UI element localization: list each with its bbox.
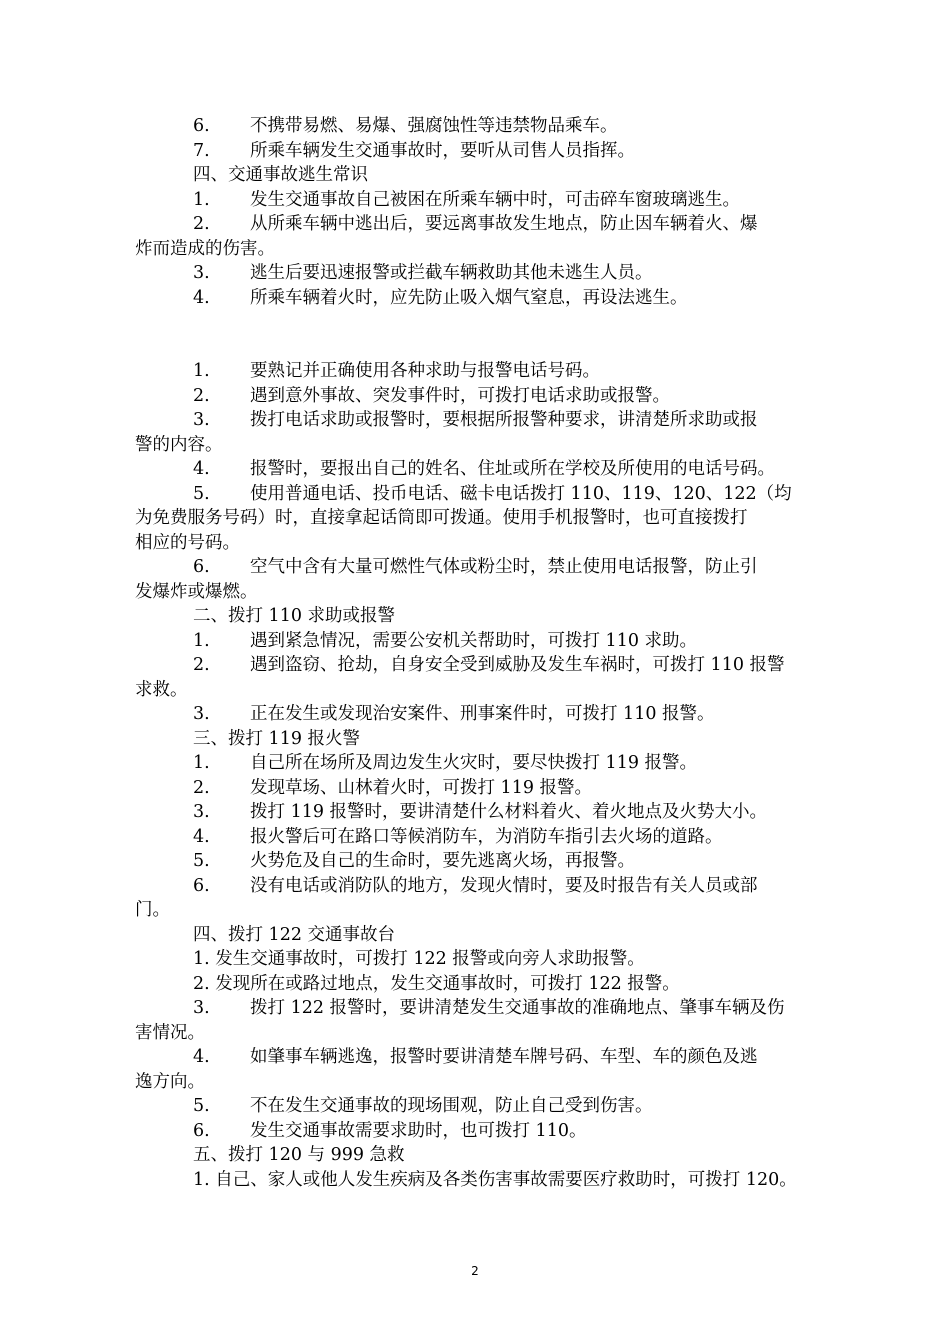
item-number: 3. (193, 802, 210, 822)
page-number: 2 (471, 1264, 479, 1278)
item-text: 遇到意外事故、突发事件时，可拨打电话求助或报警。 (250, 385, 670, 406)
section-heading: 四、拨打 122 交通事故台 (193, 924, 396, 945)
item-number: 6. (193, 1120, 210, 1141)
continuation-line: 为免费服务号码）时，直接拿起话筒即可拨通。使用手机报警时，也可直接拨打 (135, 508, 748, 528)
item-text: 自己所在场所及周边发生火灾时，要尽快拨打 119 报警。 (250, 753, 698, 773)
item-number: 4. (193, 459, 210, 479)
numbered-item (135, 1045, 830, 1070)
continuation-line: 逸方向。 (135, 1071, 205, 1092)
numbered-item (135, 800, 830, 825)
numbered-item (135, 776, 830, 801)
numbered-item (135, 849, 830, 874)
item-line: 2. 发现所在或路过地点，发生交通事故时，可拨打 122 报警。 (193, 973, 680, 994)
numbered-item (135, 114, 830, 139)
item-text: 遇到紧急情况，需要公安机关帮助时，可拨打 110 求助。 (250, 630, 698, 651)
item-number: 1. (193, 189, 210, 210)
numbered-item (135, 874, 830, 899)
section-heading: 五、拨打 120 与 999 急救 (193, 1145, 405, 1165)
numbered-item (135, 996, 830, 1021)
continuation-line: 警的内容。 (135, 434, 223, 455)
item-text: 发生交通事故自己被困在所乘车辆中时，可击碎车窗玻璃逃生。 (250, 189, 740, 210)
item-number: 6. (193, 116, 210, 136)
continuation-line: 害情况。 (135, 1022, 205, 1043)
item-text: 从所乘车辆中逃出后，要远离事故发生地点，防止因车辆着火、爆 (250, 214, 758, 234)
item-number: 7. (193, 140, 210, 161)
numbered-item (135, 653, 830, 678)
numbered-item (135, 825, 830, 850)
item-number: 4. (193, 826, 210, 847)
item-number: 4. (193, 1047, 210, 1067)
document-body (135, 114, 830, 1192)
numbered-item (135, 384, 830, 409)
item-text: 火势危及自己的生命时，要先逃离火场，再报警。 (250, 851, 635, 871)
item-text: 拨打 122 报警时，要讲清楚发生交通事故的准确地点、肇事车辆及伤 (250, 998, 785, 1018)
item-text: 拨打电话求助或报警时，要根据所报警种要求，讲清楚所求助或报 (250, 410, 758, 430)
item-number: 1. (193, 753, 210, 773)
item-line: 1. 发生交通事故时，可拨打 122 报警或向旁人求助报警。 (193, 949, 645, 969)
numbered-item (135, 629, 830, 654)
item-text: 使用普通电话、投币电话、磁卡电话拨打 110、119、120、122（均 (250, 483, 792, 504)
item-number: 3. (193, 998, 210, 1018)
numbered-item (135, 555, 830, 580)
item-number: 2. (193, 385, 210, 406)
item-number: 2. (193, 655, 210, 675)
continuation-line: 门。 (135, 900, 170, 920)
numbered-item (135, 188, 830, 213)
section-heading: 四、交通事故逃生常识 (193, 165, 368, 185)
item-text: 空气中含有大量可燃性气体或粉尘时，禁止使用电话报警，防止引 (250, 557, 758, 577)
blank-gap (135, 310, 830, 359)
continuation-line: 相应的号码。 (135, 532, 240, 553)
item-number: 4. (193, 287, 210, 308)
item-number: 1. (193, 630, 210, 651)
item-text: 如肇事车辆逃逸，报警时要讲清楚车牌号码、车型、车的颜色及逃 (250, 1047, 758, 1067)
numbered-item (135, 702, 830, 727)
item-number: 6. (193, 557, 210, 577)
numbered-item (135, 139, 830, 164)
item-number: 2. (193, 214, 210, 234)
item-text: 所乘车辆发生交通事故时，要听从司售人员指挥。 (250, 140, 635, 161)
item-text: 不携带易燃、易爆、强腐蚀性等违禁物品乘车。 (250, 116, 618, 136)
item-number: 5. (193, 1096, 210, 1116)
item-number: 1. (193, 361, 210, 381)
item-number: 3. (193, 704, 210, 724)
numbered-item (135, 751, 830, 776)
item-number: 2. (193, 777, 210, 798)
item-line: 1. 自己、家人或他人发生疾病及各类伤害事故需要医疗救助时，可拨打 120。 (193, 1169, 797, 1190)
numbered-item (135, 482, 830, 507)
item-text: 所乘车辆着火时，应先防止吸入烟气窒息，再设法逃生。 (250, 287, 688, 308)
item-text: 要熟记并正确使用各种求助与报警电话号码。 (250, 361, 600, 381)
numbered-item (135, 1119, 830, 1144)
item-text: 不在发生交通事故的现场围观，防止自己受到伤害。 (250, 1096, 653, 1116)
section-heading: 三、拨打 119 报火警 (193, 728, 361, 749)
item-text: 正在发生或发现治安案件、刑事案件时，可拨打 110 报警。 (250, 704, 715, 724)
item-number: 5. (193, 483, 210, 504)
section-heading: 二、拨打 110 求助或报警 (193, 606, 396, 626)
numbered-item (135, 359, 830, 384)
item-text: 遇到盗窃、抢劫，自身安全受到威胁及发生车祸时，可拨打 110 报警 (250, 655, 785, 675)
item-text: 逃生后要迅速报警或拦截车辆救助其他未逃生人员。 (250, 263, 653, 283)
item-text: 没有电话或消防队的地方，发现火情时，要及时报告有关人员或部 (250, 875, 758, 896)
numbered-item (135, 457, 830, 482)
continuation-line: 求救。 (135, 679, 188, 700)
item-number: 6. (193, 875, 210, 896)
item-number: 5. (193, 851, 210, 871)
numbered-item (135, 286, 830, 311)
numbered-item (135, 212, 830, 237)
numbered-item (135, 261, 830, 286)
item-text: 发生交通事故需要求助时，也可拨打 110。 (250, 1120, 587, 1141)
item-text: 报警时，要报出自己的姓名、住址或所在学校及所使用的电话号码。 (250, 459, 775, 479)
continuation-line: 炸而造成的伤害。 (135, 238, 275, 259)
numbered-item (135, 408, 830, 433)
continuation-line: 发爆炸或爆燃。 (135, 581, 258, 602)
item-text: 拨打 119 报警时，要讲清楚什么材料着火、着火地点及火势大小。 (250, 802, 768, 822)
item-text: 发现草场、山林着火时，可拨打 119 报警。 (250, 777, 593, 798)
item-number: 3. (193, 263, 210, 283)
numbered-item (135, 1094, 830, 1119)
item-text: 报火警后可在路口等候消防车，为消防车指引去火场的道路。 (250, 826, 723, 847)
item-number: 3. (193, 410, 210, 430)
